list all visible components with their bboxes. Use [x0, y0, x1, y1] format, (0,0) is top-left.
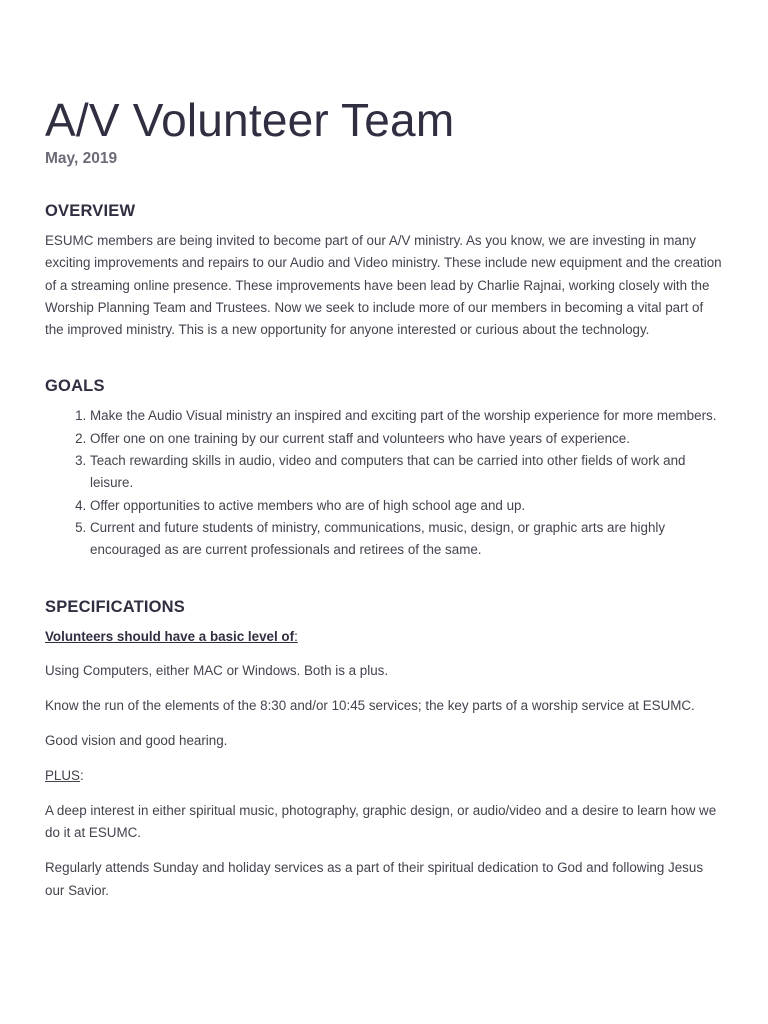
document-title: A/V Volunteer Team	[45, 94, 455, 146]
spec-plus	[45, 765, 723, 787]
goal-item: 3. Teach rewarding skills in audio, video and computers that can be carried into other fields of work and leisure.	[90, 450, 723, 495]
goals-heading: GOALS	[45, 377, 105, 396]
specifications-lead-colon: :	[294, 628, 298, 644]
overview-heading: OVERVIEW	[45, 202, 136, 220]
plus-colon: :	[79, 768, 84, 784]
goal-item: 5. Current and future students of ministry, communications, music, design, or graphic arts are highly encouraged as are current professionals and retirees of the same.	[90, 517, 723, 562]
spec-vision-hearing: Good vision and good hearing.	[45, 733, 228, 749]
overview-paragraph: ESUMC members are being invited to become part of our A/V ministry. As you know, we are investing in many exciting improvements and repairs to our Audio and Video ministry. These include new equipment and the creation of a streaming online presence. These improvements have been lead by Charlie Rajnai, working closely with the Worship Planning Team and Trustees. Now we seek to include more of our members in becoming a vital part of the improved ministry. This is a new opportunity for anyone interested or curious about the technology.	[45, 233, 722, 338]
specifications-lead-text: Volunteers should have a basic level of	[45, 628, 295, 644]
spec-interest: A deep interest in either spiritual music, photography, graphic design, or audio/video and a desire to learn how we do it at ESUMC.	[45, 803, 717, 841]
goal-item: 2. Offer one on one training by our current staff and volunteers who have years of experience.	[90, 428, 723, 450]
document-date: May, 2019	[45, 150, 118, 167]
spec-services: Know the run of the elements of the 8:30 and/or 10:45 services; the key parts of a worship service at ESUMC.	[45, 698, 695, 714]
spec-attendance: Regularly attends Sunday and holiday services as a part of their spiritual dedication to God and following Jesus our Savior.	[45, 860, 704, 898]
specifications-heading: SPECIFICATIONS	[45, 597, 186, 616]
goal-item: 4. Offer opportunities to active members who are of high school age and up.	[90, 495, 723, 517]
plus-label: PLUS	[45, 768, 80, 784]
goal-item: 1. Make the Audio Visual ministry an inspired and exciting part of the worship experience for more members.	[90, 405, 723, 427]
specifications-lead	[45, 626, 723, 648]
spec-computers: Using Computers, either MAC or Windows. Both is a plus.	[45, 663, 389, 679]
goals-list	[45, 405, 723, 561]
